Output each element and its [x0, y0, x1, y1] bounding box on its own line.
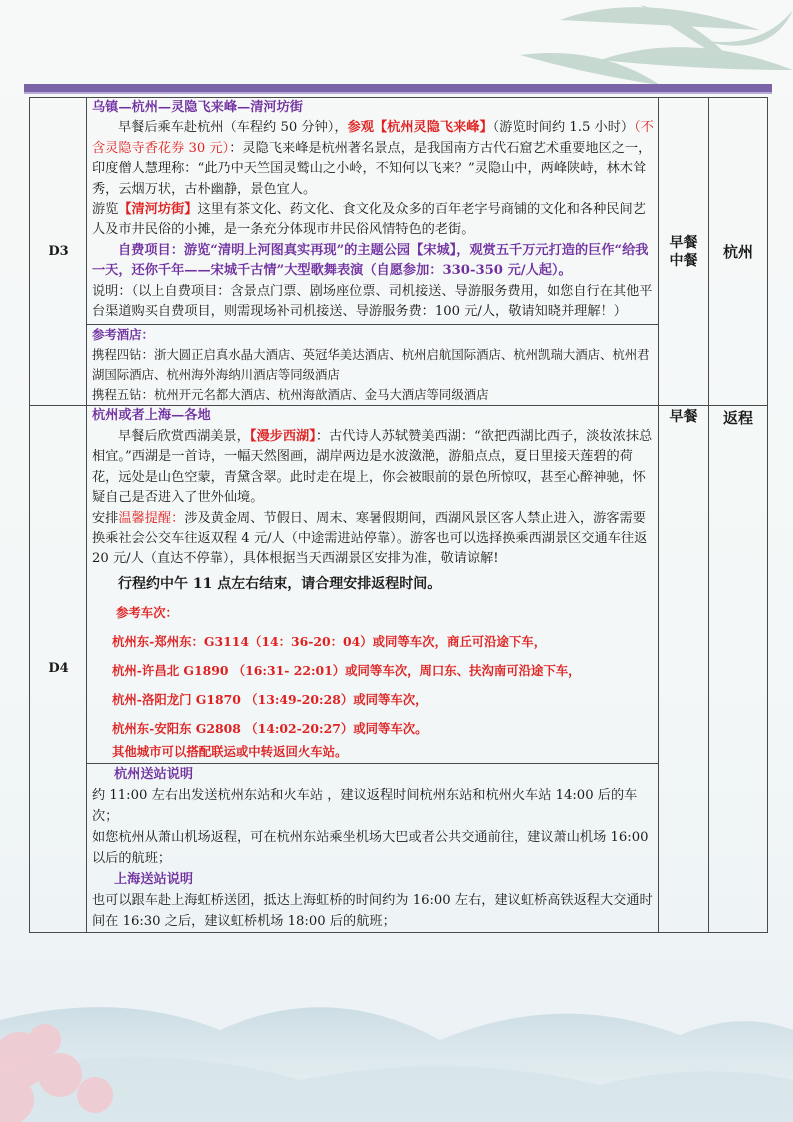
- hotel-5-diamond: 携程五钻：杭州开元名都大酒店、杭州海歆酒店、金马大酒店等同级酒店: [92, 387, 489, 403]
- itinerary-table: [29, 97, 768, 933]
- train-item: 杭州东-安阳东 G2808 （14:02-20:27）或同等车次。: [112, 720, 428, 736]
- hotel-row-d3: [30, 325, 768, 406]
- d3-paragraph-1: 早餐后乘车赴杭州（车程约 50 分钟），参观【杭州灵隐飞来峰】（游览时间约 1.5 小时）（不含灵隐寺香花券 30 元）：灵隐飞来峰是杭州著名景点，是我国南方古代石窟艺术重要地区之一，印度僧人慧理称：“此乃中天竺国灵鹫山之小岭，不知何以飞来？”灵隐山中，两峰陕峙，林木耸秀，云烟万状，古朴幽静，景色宜人。: [92, 120, 654, 197]
- day-row-d3: [30, 98, 768, 325]
- d4-paragraph-1: 早餐后欣赏西湖美景，【漫步西湖】：古代诗人苏轼赞美西湖：“欲把西湖比西子，淡妆浓抹总相宜。”西湖是一首诗，一幅天然图画，湖岸两边是水波潋滟，游船点点，夏日里接天莲碧的荷花，远处是山色空蒙，青黛含翠。此时走在堤上，你会被眼前的景色所惊叹，甚至心醉神驰，怀疑自己是否进入了世外仙境。: [92, 428, 653, 506]
- d3-paragraph-2: 游览【清河坊街】这里有茶文化、药文化、食文化及众多的百年老字号商铺的文化和各种民间艺人及市井民俗的小摊，是一条充分体现市井民俗风情特色的老街。: [92, 202, 646, 238]
- d3-itinerary-cell: [87, 98, 659, 325]
- city-cell: 返程: [709, 406, 768, 932]
- train-list-title: 参考车次：: [116, 604, 178, 620]
- meal-label: 中餐: [669, 252, 698, 269]
- shanghai-transfer-title: 上海送站说明: [114, 871, 194, 887]
- hangzhou-transfer-text-1: 约 11:00 左右出发送杭州东站和火车站 ，建议返程时间杭州东站和杭州火车站 14:00 后的车次；: [92, 787, 638, 824]
- d3-title: 乌镇—杭州—灵隐飞来峰—清河坊街: [92, 100, 303, 115]
- hotel-4-diamond: 携程四钻：浙大圆正启真水晶大酒店、英冠华美达酒店、杭州启航国际酒店、杭州凯瑞大酒店、杭州君湖国际酒店、杭州海外海纳川酒店等同级酒店: [92, 347, 650, 383]
- day-row-d4: [30, 406, 768, 763]
- hangzhou-transfer-text-2: 如您杭州从萧山机场返程，可在杭州东站乘坐机场大巴或者公共交通前往，建议萧山机场 16:00 以后的航班；: [92, 829, 649, 866]
- day-label: D4: [30, 406, 87, 932]
- train-list: [92, 598, 654, 761]
- city-cell: 杭州: [709, 98, 768, 406]
- train-item: 杭州-许昌北 G1890 （16:31- 22:01）或同等车次，周口东、扶沟南可沿途下车，: [112, 662, 581, 678]
- d4-title: 杭州或者上海—各地: [92, 408, 211, 424]
- hotel-title: 参考酒店：: [92, 327, 154, 343]
- d4-transfer-cell: [87, 763, 659, 932]
- bamboo-leaves-decoration: [520, 5, 793, 85]
- mountain-decoration: [0, 1007, 793, 1122]
- d3-self-paid-note: 自费项目：游览“清明上河图真实再现”的主题公园【宋城】，观赏五千万元打造的巨作“给我一天，还你千年——宋城千古情”大型歌舞表演（自愿参加：330-350 元/人起）。: [92, 242, 649, 279]
- d4-itinerary-cell: [87, 406, 659, 763]
- train-item: 杭州东-郑州东：G3114（14：36-20：04）或同等车次，商丘可沿途下车，: [112, 633, 547, 649]
- shanghai-transfer-text: 也可以跟车赴上海虹桥送团，抵达上海虹桥的时间约为 16:00 左右，建议虹桥高铁返程大交通时间在 16:30 之后，建议虹桥机场 18:00 后的航班；: [92, 892, 653, 929]
- d3-explanation: 说明：（以上自费项目：含景点门票、剧场座位票、司机接送、导游服务费用，如您自行在其他平台渠道购买自费项目，则需现场补司机接送、导游服务费：100 元/人，敬请知晓并理解！）: [92, 283, 653, 320]
- meal-label: 早餐: [669, 409, 698, 426]
- train-item: 杭州-洛阳龙门 G1870 （13:49-20:28）或同等车次，: [112, 691, 428, 707]
- top-border-band: [24, 84, 772, 92]
- meal-cell: [659, 98, 709, 406]
- d4-end-notice: 行程约中午 11 点左右结束，请合理安排返程时间。: [118, 575, 442, 592]
- d4-paragraph-2: 安排温馨提醒：涉及黄金周、节假日、周末、寒暑假期间，西湖风景区客人禁止进入，游客需要换乘社会公交车往返双程 4 元/人（中途需进站停靠）。游客也可以选择换乘西湖景区交通车往返 20 元/人（直达不停靠），具体根据当天西湖景区安排为准，敬请谅解!: [92, 510, 648, 567]
- meal-cell: [659, 406, 709, 932]
- day-label: D3: [30, 98, 87, 406]
- d3-hotel-cell: [87, 325, 659, 406]
- hangzhou-transfer-title: 杭州送站说明: [114, 766, 194, 782]
- meal-label: 早餐: [669, 234, 698, 251]
- train-note: 其他城市可以搭配联运或中转返回火车站。: [112, 743, 348, 759]
- transfer-row-d4: [30, 763, 768, 932]
